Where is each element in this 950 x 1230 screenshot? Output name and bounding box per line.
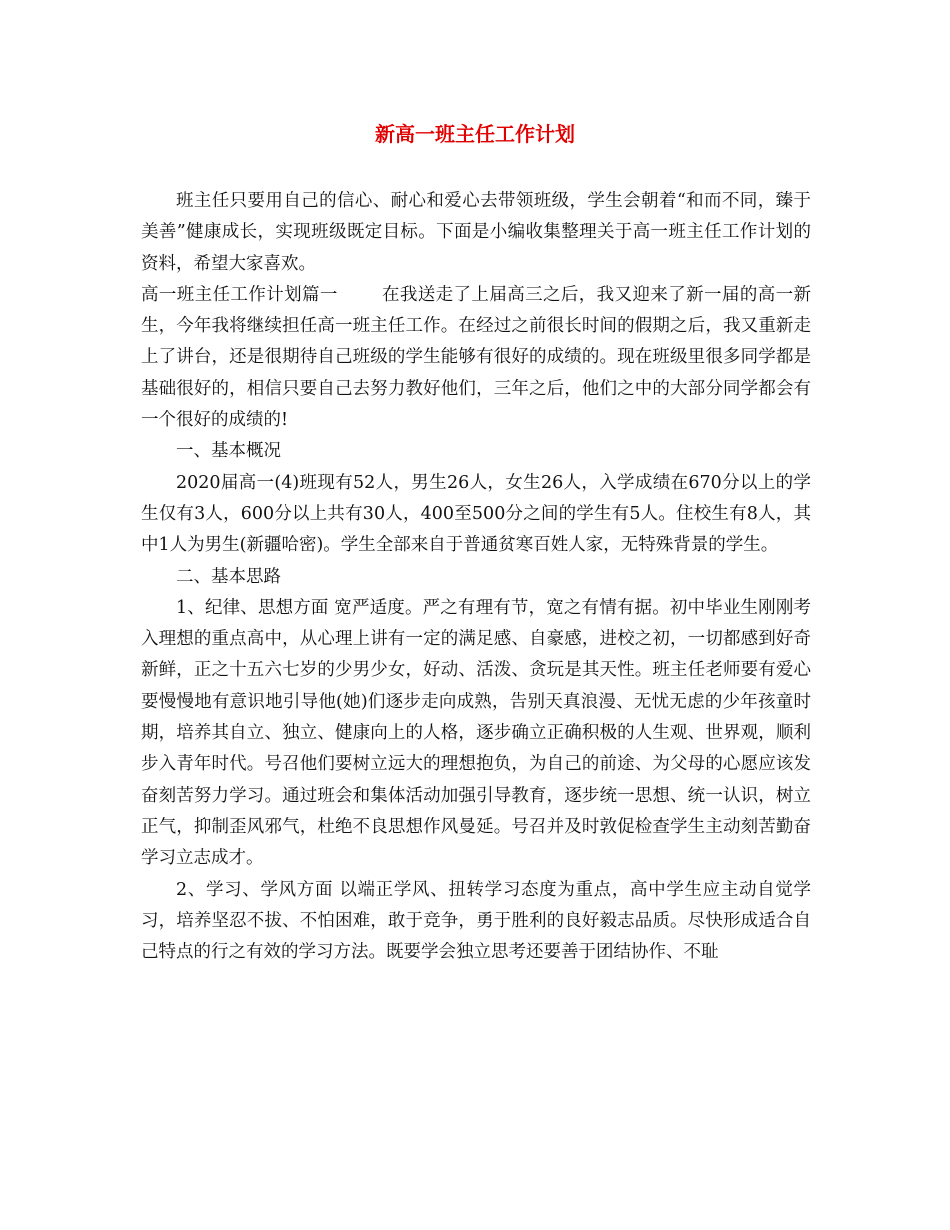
intro-paragraph: 班主任只要用自己的信心、耐心和爱心去带领班级，学生会朝着“和而不同，臻于美善”健康成长，实现班级既定目标。下面是小编收集整理关于高一班主任工作计划的资料，希望大家喜欢。 <box>141 191 811 274</box>
section-label: 高一班主任工作计划篇一 <box>141 284 338 305</box>
paragraph-study: 2、学习、学风方面 以端正学风、扭转学习态度为重点，高中学生应主动自觉学习，培养坚忍不拔、不怕困难，敢于竞争，勇于胜利的良好毅志品质。尽快形成适合自己特点的行之有效的学习方法。既要学会独立思考还要善于团结协作、不耻 <box>141 879 811 963</box>
heading-basic-approach: 二、基本思路 <box>176 566 281 587</box>
paragraph-overview: 2020届高一(4)班现有52人，男生26人，女生26人，入学成绩在670分以上的学生仅有3人，600分以上共有30人，400至500分之间的学生有5人。住校生有8人，其中1人为男生(新疆哈密)。学生全部来自于普通贫寒百姓人家，无特殊背景的学生。 <box>141 472 811 556</box>
heading-basic-overview: 一、基本概况 <box>176 441 281 462</box>
document-body <box>141 186 811 968</box>
paragraph-discipline: 1、纪律、思想方面 宽严适度。严之有理有节，宽之有情有据。初中毕业生刚刚考入理想的重点高中，从心理上讲有一定的满足感、自豪感，进校之初，一切都感到好奇新鲜，正之十五六七岁的少男少女，好动、活泼、贪玩是其天性。班主任老师要有爱心要慢慢地有意识地引导他(她)们逐步走向成熟，告别天真浪漫、无忧无虑的少年孩童时期，培养其自立、独立、健康向上的人格，逐步确立正确积极的人生观、世界观，顺利步入青年时代。号召他们要树立远大的理想抱负，为自己的前途、为父母的心愿应该发奋刻苦努力学习。通过班会和集体活动加强引导教育，逐步统一思想、统一认识，树立正气，抑制歪风邪气，杜绝不良思想作风曼延。号召并及时敦促检查学生主动刻苦勤奋学习立志成才。 <box>141 597 811 869</box>
section-paragraph <box>141 280 811 436</box>
section-text: 在我送走了上届高三之后，我又迎来了新一届的高一新生，今年我将继续担任高一班主任工作。在经过之前很长时间的假期之后，我又重新走上了讲台，还是很期待自己班级的学生能够有很好的成绩的。现在班级里很多同学都是基础很好的，相信只要自己去努力教好他们，三年之后，他们之中的大部分同学都会有一个很好的成绩的! <box>141 284 812 431</box>
document-title: 新高一班主任工作计划 <box>375 122 575 146</box>
